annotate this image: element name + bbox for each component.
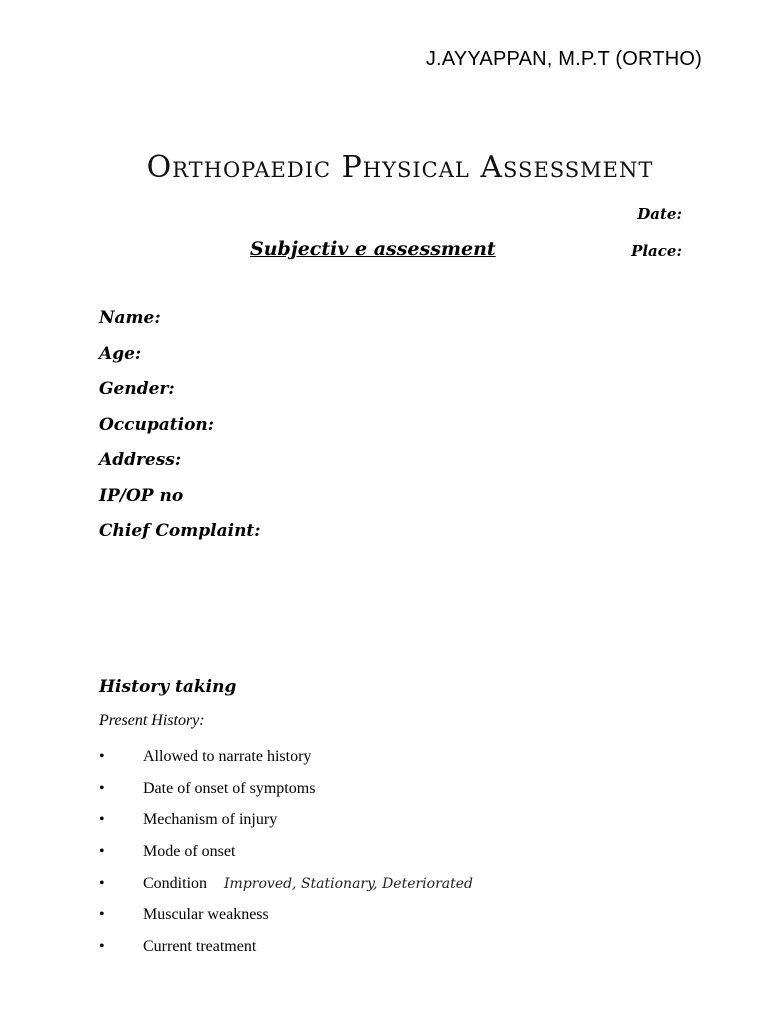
date-label: Date: (637, 205, 682, 223)
list-item (99, 873, 473, 905)
bullet-icon: • (99, 748, 105, 765)
list-item-label: Date of onset of symptoms (143, 779, 316, 797)
condition-options: Improved, Stationary, Deteriorated (224, 875, 473, 892)
list-item (99, 778, 473, 810)
history-heading: History taking (99, 677, 237, 697)
field-chief-complaint: Chief Complaint: (99, 521, 261, 541)
list-item (99, 746, 473, 778)
bullet-icon: • (99, 874, 105, 892)
history-list (99, 746, 473, 968)
list-item-label: Allowed to narrate history (143, 748, 312, 765)
section-subtitle: Subjectiv e assessment (250, 238, 496, 260)
field-name: Name: (99, 308, 161, 328)
bullet-icon: • (99, 779, 105, 797)
place-label: Place: (631, 242, 682, 260)
list-item (99, 904, 473, 936)
list-item-label: Mode of onset (143, 843, 236, 861)
patient-fields (99, 306, 261, 555)
list-item-label: Current treatment (143, 938, 257, 956)
list-item-label: Muscular weakness (143, 906, 269, 924)
field-occupation: Occupation: (99, 414, 215, 435)
bullet-icon: • (99, 811, 105, 829)
list-item (99, 841, 473, 873)
present-history-heading: Present History: (99, 712, 205, 729)
author-credit: J.AYYAPPAN, M.P.T (ORTHO) (425, 48, 702, 70)
document-title: Orthopaedic Physical Assessment (146, 150, 654, 185)
list-item (99, 809, 473, 841)
list-item-label: Mechanism of injury (143, 811, 278, 829)
field-age: Age: (99, 343, 142, 364)
field-ip-op-no: IP/OP no (99, 485, 184, 506)
field-address: Address: (99, 450, 182, 470)
list-item-label: Condition (143, 874, 208, 892)
bullet-icon: • (99, 843, 105, 861)
bullet-icon: • (99, 938, 105, 956)
field-gender: Gender: (99, 379, 175, 399)
list-item (99, 936, 473, 968)
bullet-icon: • (99, 906, 105, 924)
